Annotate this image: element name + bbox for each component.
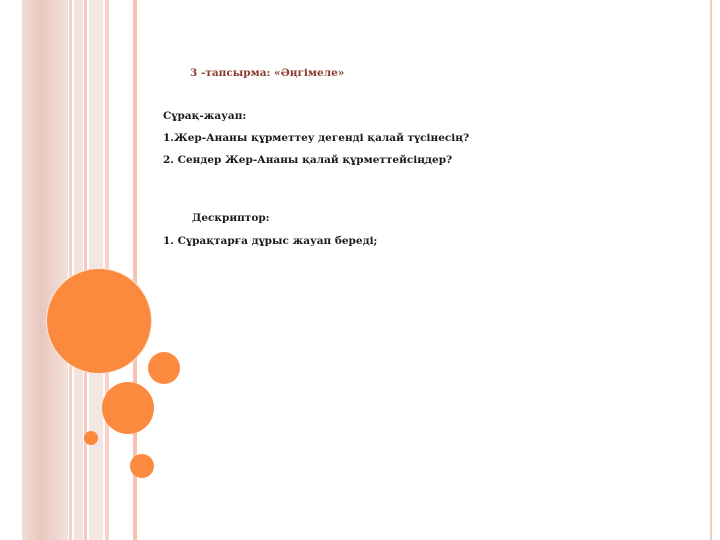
decorative-circle-tiny: [84, 431, 98, 445]
stripe: [69, 0, 72, 540]
stripe: [74, 0, 83, 540]
descriptor-item: 1. Сұрақтарға дұрыс жауап береді;: [163, 235, 378, 247]
question-item: 2. Сендер Жер-Ананы қалай құрметтейсіңдер?: [163, 154, 453, 166]
decorative-circle-large: [47, 269, 151, 373]
slide-title: 3 -тапсырма: «Әңгімеле»: [190, 67, 345, 79]
decorative-circle-small: [130, 454, 154, 478]
decorative-stripes: [0, 0, 140, 540]
decorative-circle-medium: [102, 382, 154, 434]
descriptor-heading: Дескриптор:: [192, 212, 270, 224]
stripe: [22, 0, 68, 540]
question-heading: Сұрақ-жауап:: [163, 110, 247, 122]
right-border-line: [710, 0, 712, 540]
question-item: 1.Жер-Ананы құрметтеу дегенді қалай түсінесің?: [163, 132, 470, 144]
decorative-circle-small: [148, 352, 180, 384]
